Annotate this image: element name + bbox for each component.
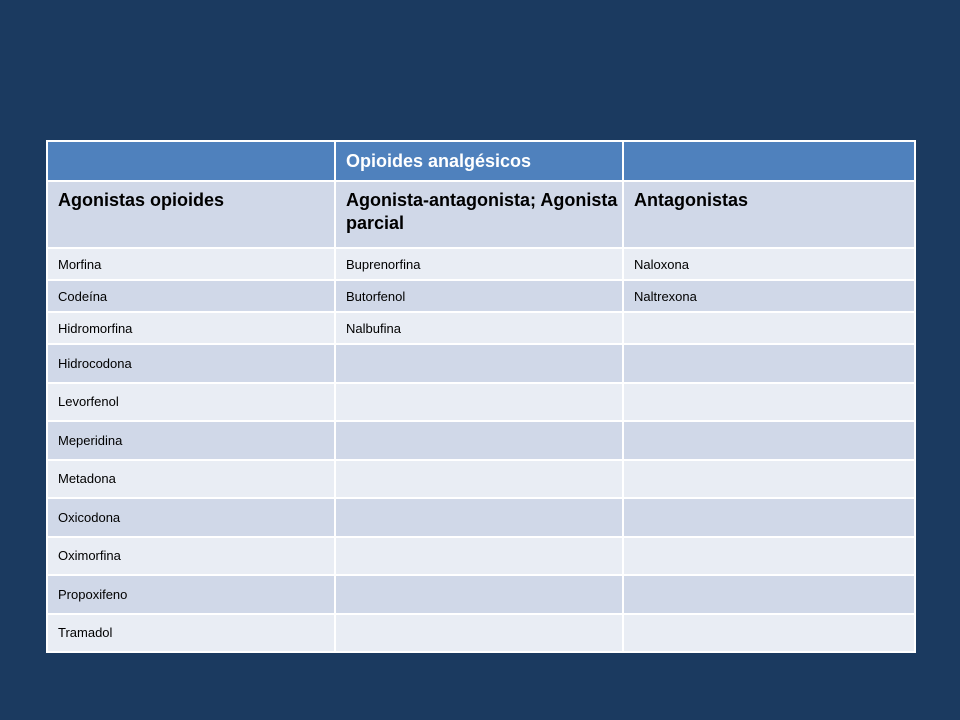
agonist-cell: Hidrocodona	[47, 344, 335, 383]
agonist-antagonist-cell	[335, 383, 623, 422]
antagonist-cell: Naltrexona	[623, 280, 915, 312]
table-row	[47, 498, 915, 537]
table-row	[47, 248, 915, 280]
agonist-antagonist-cell: Nalbufina	[335, 312, 623, 344]
table-row	[47, 460, 915, 499]
agonist-cell: Tramadol	[47, 614, 335, 653]
table-row	[47, 537, 915, 576]
agonist-antagonist-cell	[335, 537, 623, 576]
table-row	[47, 421, 915, 460]
agonist-antagonist-cell: Buprenorfina	[335, 248, 623, 280]
antagonist-cell: Naloxona	[623, 248, 915, 280]
antagonist-cell	[623, 498, 915, 537]
table-title-row	[47, 141, 915, 181]
agonist-cell: Codeína	[47, 280, 335, 312]
table-header-row	[47, 181, 915, 248]
table-row	[47, 575, 915, 614]
agonist-cell: Metadona	[47, 460, 335, 499]
agonist-antagonist-cell	[335, 575, 623, 614]
opioid-table	[46, 140, 916, 653]
table-row	[47, 614, 915, 653]
antagonist-cell	[623, 537, 915, 576]
agonist-cell: Meperidina	[47, 421, 335, 460]
agonist-antagonist-cell	[335, 344, 623, 383]
agonist-cell: Hidromorfina	[47, 312, 335, 344]
agonist-antagonist-cell: Butorfenol	[335, 280, 623, 312]
title-cell-3	[623, 141, 915, 181]
agonist-antagonist-cell	[335, 498, 623, 537]
agonist-cell: Levorfenol	[47, 383, 335, 422]
table-title: Opioides analgésicos	[335, 141, 623, 181]
table-row	[47, 383, 915, 422]
header-agonists: Agonistas opioides	[47, 181, 335, 248]
antagonist-cell	[623, 614, 915, 653]
antagonist-cell	[623, 575, 915, 614]
table-row	[47, 312, 915, 344]
table-row	[47, 344, 915, 383]
antagonist-cell	[623, 421, 915, 460]
table-row	[47, 280, 915, 312]
agonist-cell: Morfina	[47, 248, 335, 280]
header-antagonists: Antagonistas	[623, 181, 915, 248]
agonist-antagonist-cell	[335, 614, 623, 653]
agonist-antagonist-cell	[335, 460, 623, 499]
header-agonist-antagonist: Agonista-antagonista; Agonista parcial	[335, 181, 623, 248]
antagonist-cell	[623, 460, 915, 499]
table-body	[47, 141, 915, 652]
agonist-cell: Oximorfina	[47, 537, 335, 576]
title-cell-1	[47, 141, 335, 181]
agonist-cell: Oxicodona	[47, 498, 335, 537]
antagonist-cell	[623, 344, 915, 383]
antagonist-cell	[623, 312, 915, 344]
agonist-antagonist-cell	[335, 421, 623, 460]
antagonist-cell	[623, 383, 915, 422]
agonist-cell: Propoxifeno	[47, 575, 335, 614]
